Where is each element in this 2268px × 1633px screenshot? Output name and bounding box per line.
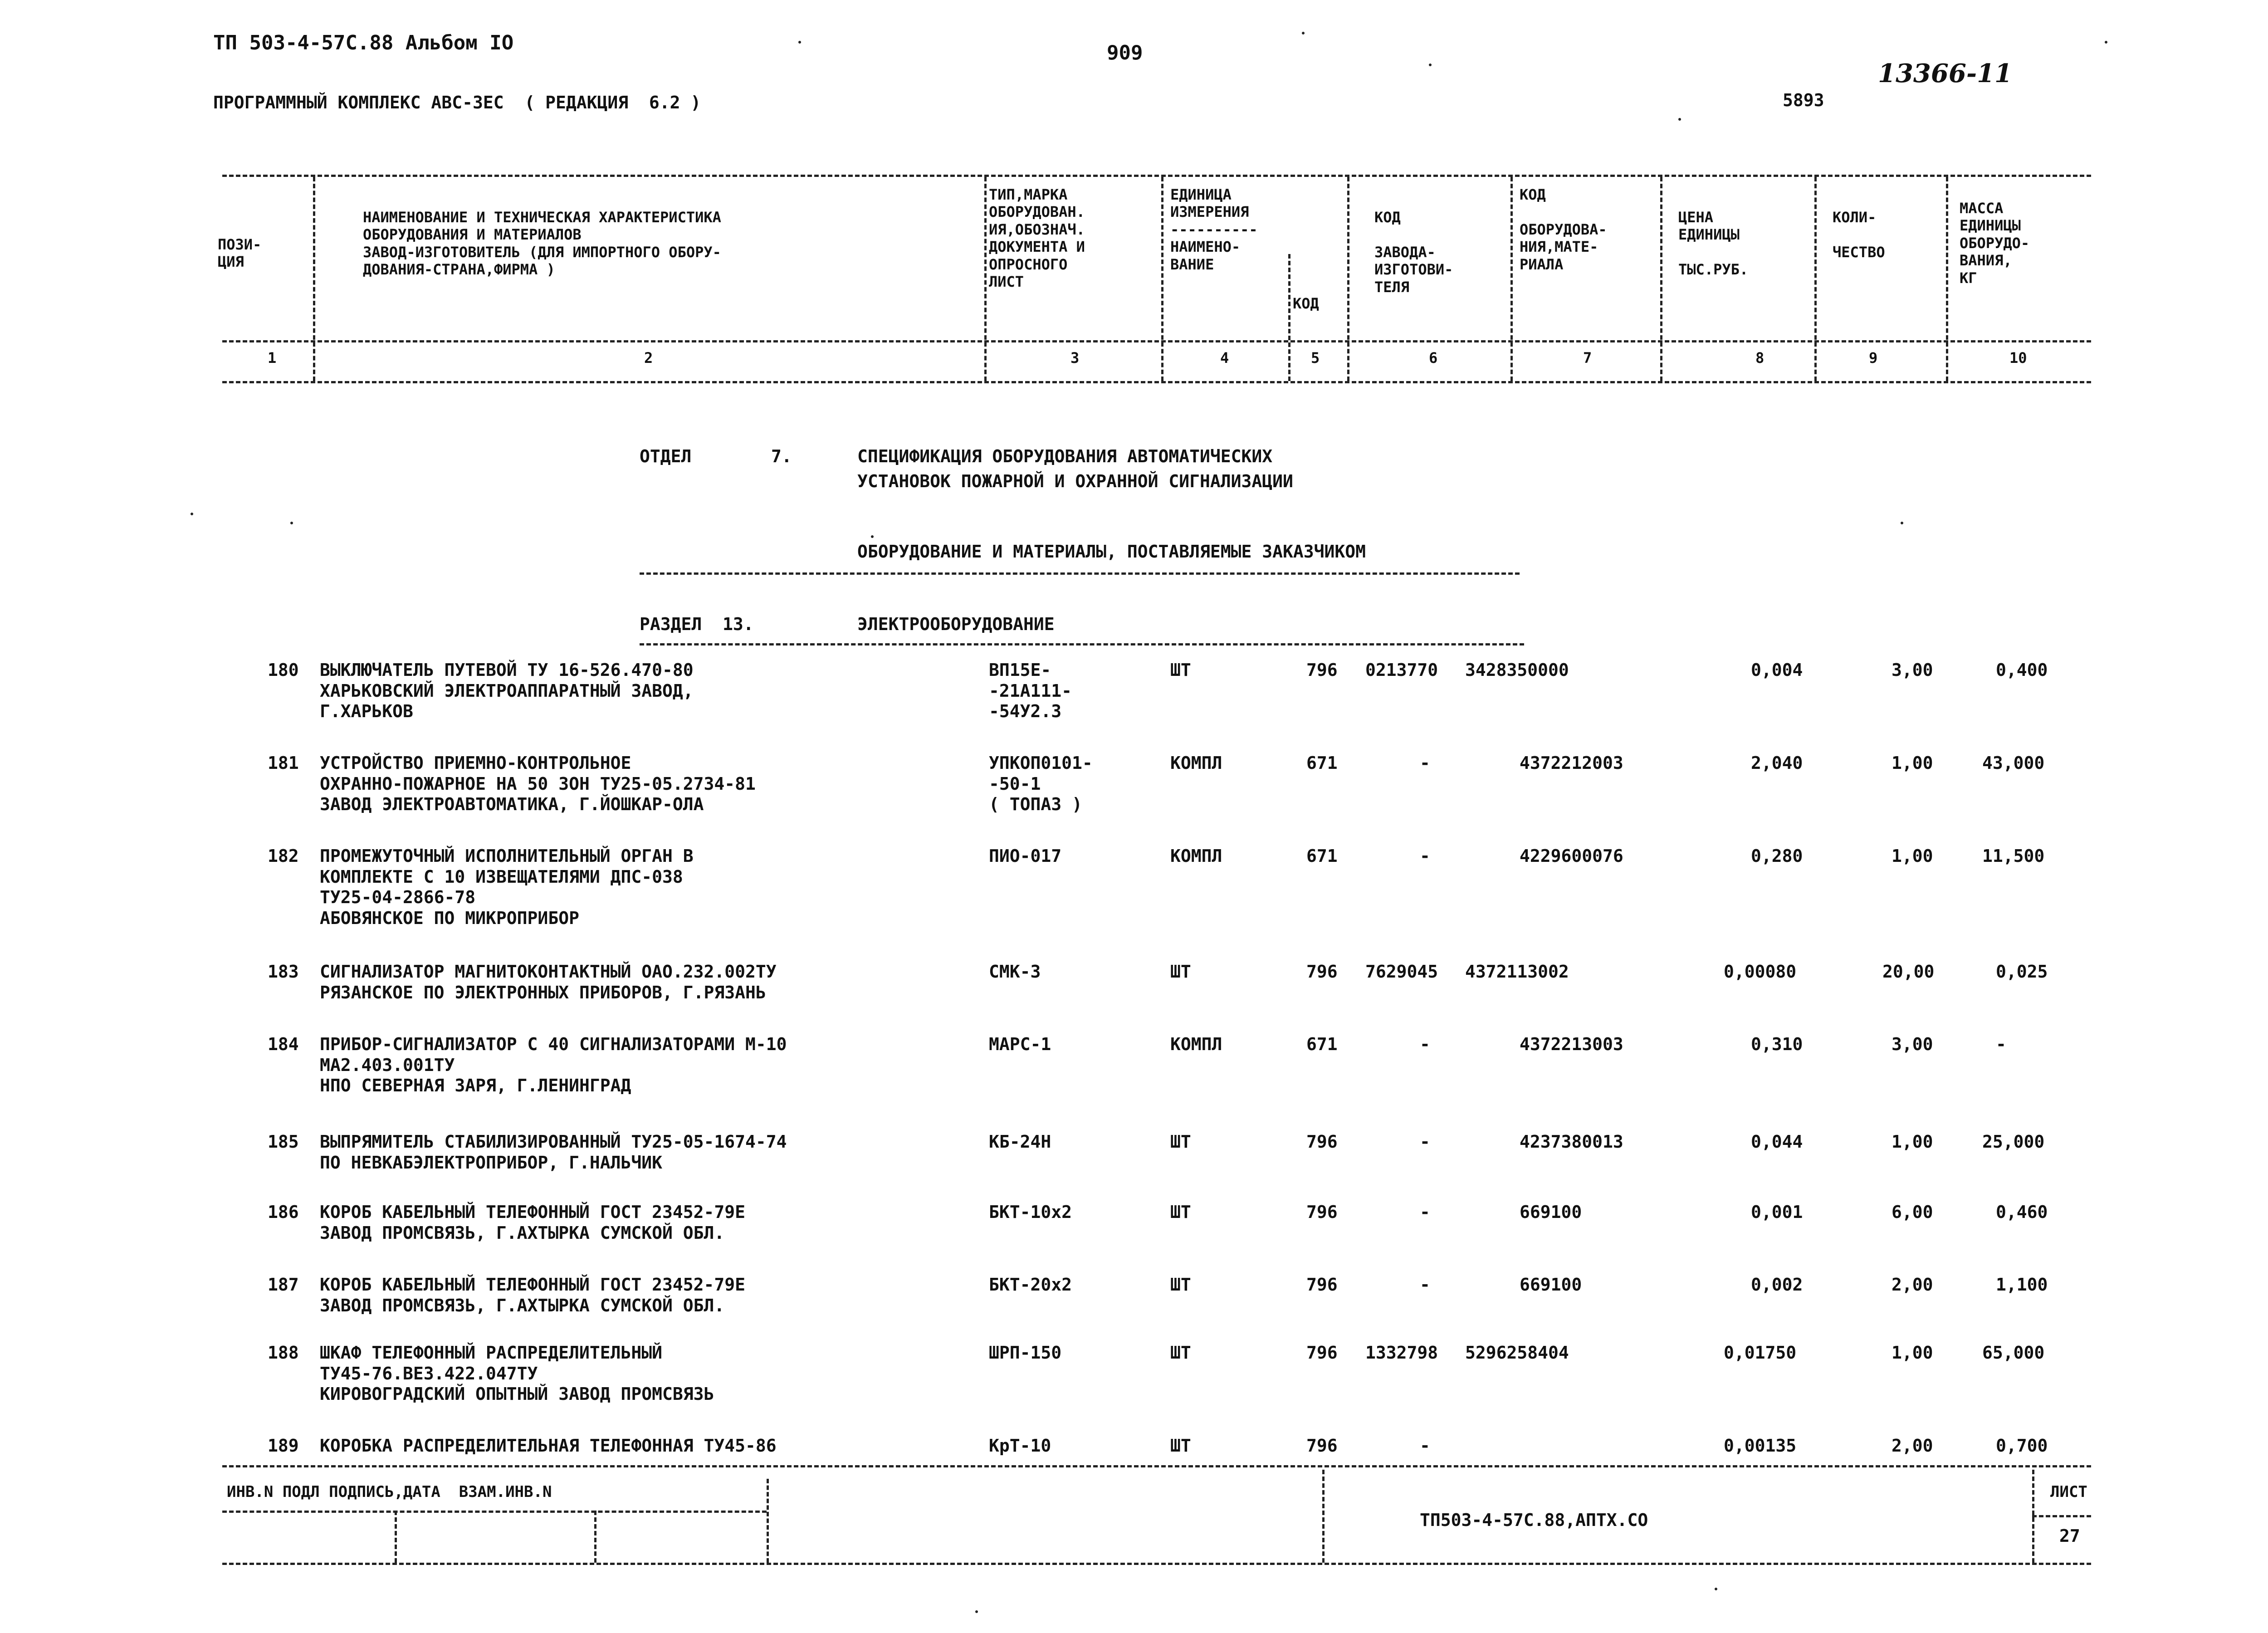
otdel-title-line-1: СПЕЦИФИКАЦИЯ ОБОРУДОВАНИЯ АВТОМАТИЧЕСКИХ <box>857 446 1273 466</box>
header-plant-code: КОД ЗАВОДА- ИЗГОТОВИ- ТЕЛЯ <box>1374 209 1453 296</box>
row-unit: ШТ <box>1170 1202 1191 1222</box>
row-quantity: 3,00 <box>1892 660 1933 680</box>
row-mass: 65,000 <box>1982 1343 2045 1363</box>
footer-doc-code: ТП503-4-57С.88,АПТХ.СО <box>1420 1510 1648 1530</box>
row-name: ВЫКЛЮЧАТЕЛЬ ПУТЕВОЙ ТУ 16-526.470-80 ХАРЬКОВСКИЙ ЭЛЕКТРОАППАРАТНЫЙ ЗАВОД, Г.ХАРЬКОВ <box>320 660 694 722</box>
row-unit: ШТ <box>1170 962 1191 982</box>
supply-underline <box>640 572 1520 575</box>
row-quantity: 2,00 <box>1892 1436 1933 1456</box>
footer-bottom-rule <box>222 1563 2091 1565</box>
row-item-code: 4372213003 <box>1520 1034 1623 1054</box>
footer-divider <box>594 1511 596 1563</box>
row-item-code: 4229600076 <box>1520 846 1623 866</box>
footer-divider <box>395 1511 397 1563</box>
row-unit: КОМПЛ <box>1170 846 1222 866</box>
column-number: 4 <box>1220 349 1229 367</box>
row-item-code: 4237380013 <box>1520 1132 1623 1152</box>
row-unit-code: 796 <box>1306 1202 1338 1222</box>
row-type: ШРП-150 <box>989 1343 1062 1363</box>
header-unit-code: КОД <box>1293 295 1319 312</box>
row-type: БКТ-10х2 <box>989 1202 1072 1222</box>
row-quantity: 1,00 <box>1892 753 1933 773</box>
row-mass: 0,025 <box>1996 962 2048 982</box>
row-type: БКТ-20х2 <box>989 1275 1072 1295</box>
row-unit-code: 671 <box>1306 1034 1338 1054</box>
scan-speck <box>1678 118 1681 121</box>
header-bottom-rule <box>222 381 2091 383</box>
scan-speck <box>1715 1588 1717 1590</box>
row-name: КОРОБ КАБЕЛЬНЫЙ ТЕЛЕФОННЫЙ ГОСТ 23452-79Е ЗАВОД ПРОМСВЯЗЬ, Г.АХТЫРКА СУМСКОЙ ОБЛ. <box>320 1275 745 1315</box>
row-mass: - <box>1996 1034 2006 1054</box>
row-plant-code: - <box>1420 1275 1430 1295</box>
col-divider <box>984 177 987 381</box>
row-unit: ШТ <box>1170 1436 1191 1456</box>
row-plant-code: - <box>1420 846 1430 866</box>
row-quantity: 2,00 <box>1892 1275 1933 1295</box>
row-quantity: 3,00 <box>1892 1034 1933 1054</box>
header-position: ПОЗИ- ЦИЯ <box>218 236 262 271</box>
col-divider <box>1660 177 1662 381</box>
razdel-label: РАЗДЕЛ 13. <box>640 614 754 634</box>
otdel-label: ОТДЕЛ <box>640 446 692 466</box>
scan-speck <box>290 522 293 524</box>
row-unit: ШТ <box>1170 660 1191 680</box>
header-type: ТИП,МАРКА ОБОРУДОВАН. ИЯ,ОБОЗНАЧ. ДОКУМЕНТА И ОПРОСНОГО ЛИСТ <box>989 186 1085 290</box>
column-number: 10 <box>2009 349 2027 367</box>
col-divider <box>1161 177 1163 381</box>
row-position: 182 <box>268 846 299 866</box>
row-unit-code: 796 <box>1306 962 1338 982</box>
row-name: ПРОМЕЖУТОЧНЫЙ ИСПОЛНИТЕЛЬНЫЙ ОРГАН В КОМПЛЕКТЕ С 10 ИЗВЕЩАТЕЛЯМИ ДПС-038 ТУ25-04-2866-78 АБОВЯНСКОЕ ПО МИКРОПРИБОР <box>320 846 694 928</box>
row-type: ВП15Е- -21А111- -54У2.3 <box>989 660 1072 722</box>
row-unit: КОМПЛ <box>1170 1034 1222 1054</box>
row-item-code: 4372212003 <box>1520 753 1623 773</box>
col-divider <box>1510 177 1513 381</box>
row-unit: ШТ <box>1170 1343 1191 1363</box>
row-type: ПИО-017 <box>989 846 1062 866</box>
row-plant-code: - <box>1420 1034 1430 1054</box>
col-divider <box>1946 177 1948 381</box>
header-price: ЦЕНА ЕДИНИЦЫ ТЫС.РУБ. <box>1678 209 1749 279</box>
row-price: 0,310 <box>1751 1034 1803 1054</box>
row-mass: 0,460 <box>1996 1202 2048 1222</box>
row-name: ШКАФ ТЕЛЕФОННЫЙ РАСПРЕДЕЛИТЕЛЬНЫЙ ТУ45-76.ВЕЗ.422.047ТУ КИРОВОГРАДСКИЙ ОПЫТНЫЙ ЗАВОД ПРОМСВЯЗЬ <box>320 1343 714 1404</box>
row-mass: 11,500 <box>1982 846 2045 866</box>
footer-divider <box>1322 1470 1325 1563</box>
row-price: 0,002 <box>1751 1275 1803 1295</box>
column-number: 3 <box>1070 349 1080 367</box>
scan-speck <box>871 535 874 538</box>
row-name: ВЫПРЯМИТЕЛЬ СТАБИЛИЗИРОВАННЫЙ ТУ25-05-1674-74 ПО НЕВКАБЭЛЕКТРОПРИБОР, Г.НАЛЬЧИК <box>320 1132 787 1173</box>
row-name: УСТРОЙСТВО ПРИЕМНО-КОНТРОЛЬНОЕ ОХРАННО-ПОЖАРНОЕ НА 50 ЗОН ТУ25-05.2734-81 ЗАВОД ЭЛЕКТРОАВТОМАТИКА, Г.ЙОШКАР-ОЛА <box>320 753 756 815</box>
header-unit: ЕДИНИЦА ИЗМЕРЕНИЯ ---------- НАИМЕНО- ВАНИЕ <box>1170 186 1258 273</box>
row-type: КБ-24Н <box>989 1132 1051 1152</box>
row-quantity: 1,00 <box>1892 846 1933 866</box>
razdel-title: ЭЛЕКТРООБОРУДОВАНИЕ <box>857 614 1055 634</box>
row-item-code: 669100 <box>1520 1275 1582 1295</box>
sheet-code: 5893 <box>1783 90 1824 110</box>
otdel-number: 7. <box>771 446 792 466</box>
handwritten-number: 13366-11 <box>1878 59 2012 88</box>
header-mid-rule <box>222 340 2091 342</box>
row-mass: 25,000 <box>1982 1132 2045 1152</box>
row-item-code: 3428350000 <box>1465 660 1569 680</box>
column-number: 5 <box>1311 349 1320 367</box>
otdel-title-line-2: УСТАНОВОК ПОЖАРНОЙ И ОХРАННОЙ СИГНАЛИЗАЦИИ <box>857 471 1293 491</box>
footer-divider <box>767 1479 769 1563</box>
supply-title: ОБОРУДОВАНИЕ И МАТЕРИАЛЫ, ПОСТАВЛЯЕМЫЕ ЗАКАЗЧИКОМ <box>857 542 1366 562</box>
row-position: 187 <box>268 1275 299 1295</box>
scan-speck <box>1429 64 1432 66</box>
row-mass: 1,100 <box>1996 1275 2048 1295</box>
col-divider <box>1814 177 1817 381</box>
row-name: КОРОБ КАБЕЛЬНЫЙ ТЕЛЕФОННЫЙ ГОСТ 23452-79Е ЗАВОД ПРОМСВЯЗЬ, Г.АХТЫРКА СУМСКОЙ ОБЛ. <box>320 1202 745 1243</box>
row-mass: 0,700 <box>1996 1436 2048 1456</box>
row-item-code: 5296258404 <box>1465 1343 1569 1363</box>
column-number: 2 <box>644 349 653 367</box>
row-plant-code: - <box>1420 1436 1430 1456</box>
col-divider <box>1288 254 1290 381</box>
row-price: 0,00080 <box>1724 962 1797 982</box>
row-price: 0,044 <box>1751 1132 1803 1152</box>
row-plant-code: - <box>1420 1132 1430 1152</box>
col-divider <box>313 177 315 381</box>
row-type: СМК-3 <box>989 962 1041 982</box>
footer-top-rule <box>222 1465 2091 1467</box>
footer-left-rule <box>222 1511 767 1513</box>
row-unit-code: 796 <box>1306 1436 1338 1456</box>
sheet-number: 27 <box>2059 1526 2080 1546</box>
column-number: 9 <box>1869 349 1878 367</box>
scan-speck <box>975 1610 978 1613</box>
row-unit: ШТ <box>1170 1132 1191 1152</box>
row-unit-code: 796 <box>1306 1275 1338 1295</box>
scan-speck <box>798 41 801 44</box>
row-price: 0,280 <box>1751 846 1803 866</box>
row-unit: КОМПЛ <box>1170 753 1222 773</box>
column-number: 7 <box>1583 349 1592 367</box>
row-item-code: 4372113002 <box>1465 962 1569 982</box>
sheet-divider <box>2032 1515 2091 1517</box>
header-name: НАИМЕНОВАНИЕ И ТЕХНИЧЕСКАЯ ХАРАКТЕРИСТИКА ОБОРУДОВАНИЯ И МАТЕРИАЛОВ ЗАВОД-ИЗГОТОВИТЕЛЬ (ДЛЯ ИМПОРТНОГО ОБОРУ- ДОВАНИЯ-СТРАНА,ФИРМА ) <box>363 209 721 279</box>
row-price: 2,040 <box>1751 753 1803 773</box>
row-unit-code: 796 <box>1306 1343 1338 1363</box>
row-position: 180 <box>268 660 299 680</box>
header-quantity: КОЛИ- ЧЕСТВО <box>1833 209 1885 261</box>
row-position: 188 <box>268 1343 299 1363</box>
row-plant-code: 1332798 <box>1365 1343 1438 1363</box>
row-position: 186 <box>268 1202 299 1222</box>
scan-speck <box>191 513 193 515</box>
row-unit-code: 671 <box>1306 753 1338 773</box>
col-divider <box>1347 177 1349 381</box>
row-item-code: 669100 <box>1520 1202 1582 1222</box>
document-reference: ТП 503-4-57С.88 Альбом IO <box>213 31 514 54</box>
header-top-rule <box>222 175 2091 177</box>
header-mass: МАССА ЕДИНИЦЫ ОБОРУДО- ВАНИЯ, КГ <box>1960 200 2030 287</box>
row-name: СИГНАЛИЗАТОР МАГНИТОКОНТАКТНЫЙ ОАО.232.002ТУ РЯЗАНСКОЕ ПО ЭЛЕКТРОННЫХ ПРИБОРОВ, Г.РЯЗАНЬ <box>320 962 777 1002</box>
row-unit: ШТ <box>1170 1275 1191 1295</box>
scan-speck <box>1901 522 1903 524</box>
header-item-code: КОД ОБОРУДОВА- НИЯ,МАТЕ- РИАЛА <box>1520 186 1607 273</box>
row-plant-code: 0213770 <box>1365 660 1438 680</box>
program-line: ПРОГРАММНЫЙ КОМПЛЕКС АВС-ЗЕС ( РЕДАКЦИЯ 6.2 ) <box>213 93 701 112</box>
row-unit-code: 671 <box>1306 846 1338 866</box>
column-number: 6 <box>1429 349 1438 367</box>
row-mass: 0,400 <box>1996 660 2048 680</box>
row-position: 185 <box>268 1132 299 1152</box>
row-quantity: 1,00 <box>1892 1132 1933 1152</box>
page-number: 909 <box>1107 41 1143 64</box>
row-type: КрТ-10 <box>989 1436 1051 1456</box>
column-number: 8 <box>1755 349 1765 367</box>
row-mass: 43,000 <box>1982 753 2045 773</box>
row-type: МАРС-1 <box>989 1034 1051 1054</box>
row-name: ПРИБОР-СИГНАЛИЗАТОР С 40 СИГНАЛИЗАТОРАМИ М-10 МА2.403.001ТУ НПО СЕВЕРНАЯ ЗАРЯ, Г.ЛЕНИНГРАД <box>320 1034 787 1096</box>
row-price: 0,01750 <box>1724 1343 1797 1363</box>
row-position: 181 <box>268 753 299 773</box>
row-position: 184 <box>268 1034 299 1054</box>
row-plant-code: - <box>1420 753 1430 773</box>
row-plant-code: - <box>1420 1202 1430 1222</box>
razdel-underline <box>640 643 1524 645</box>
row-unit-code: 796 <box>1306 1132 1338 1152</box>
scan-speck <box>2105 41 2107 44</box>
row-position: 189 <box>268 1436 299 1456</box>
sheet-label: ЛИСТ <box>2050 1483 2087 1501</box>
footer-left-header: ИНВ.N ПОДЛ ПОДПИСЬ,ДАТА ВЗАМ.ИНВ.N <box>227 1483 552 1501</box>
column-number: 1 <box>268 349 277 367</box>
scan-speck <box>1302 32 1305 34</box>
row-quantity: 1,00 <box>1892 1343 1933 1363</box>
row-type: УПКОП0101- -50-1 ( ТОПАЗ ) <box>989 753 1093 815</box>
row-price: 0,001 <box>1751 1202 1803 1222</box>
row-unit-code: 796 <box>1306 660 1338 680</box>
row-name: КОРОБКА РАСПРЕДЕЛИТЕЛЬНАЯ ТЕЛЕФОННАЯ ТУ45-86 <box>320 1436 777 1456</box>
row-price: 0,00135 <box>1724 1436 1797 1456</box>
row-quantity: 6,00 <box>1892 1202 1933 1222</box>
row-quantity: 20,00 <box>1882 962 1935 982</box>
row-price: 0,004 <box>1751 660 1803 680</box>
row-plant-code: 7629045 <box>1365 962 1438 982</box>
row-position: 183 <box>268 962 299 982</box>
